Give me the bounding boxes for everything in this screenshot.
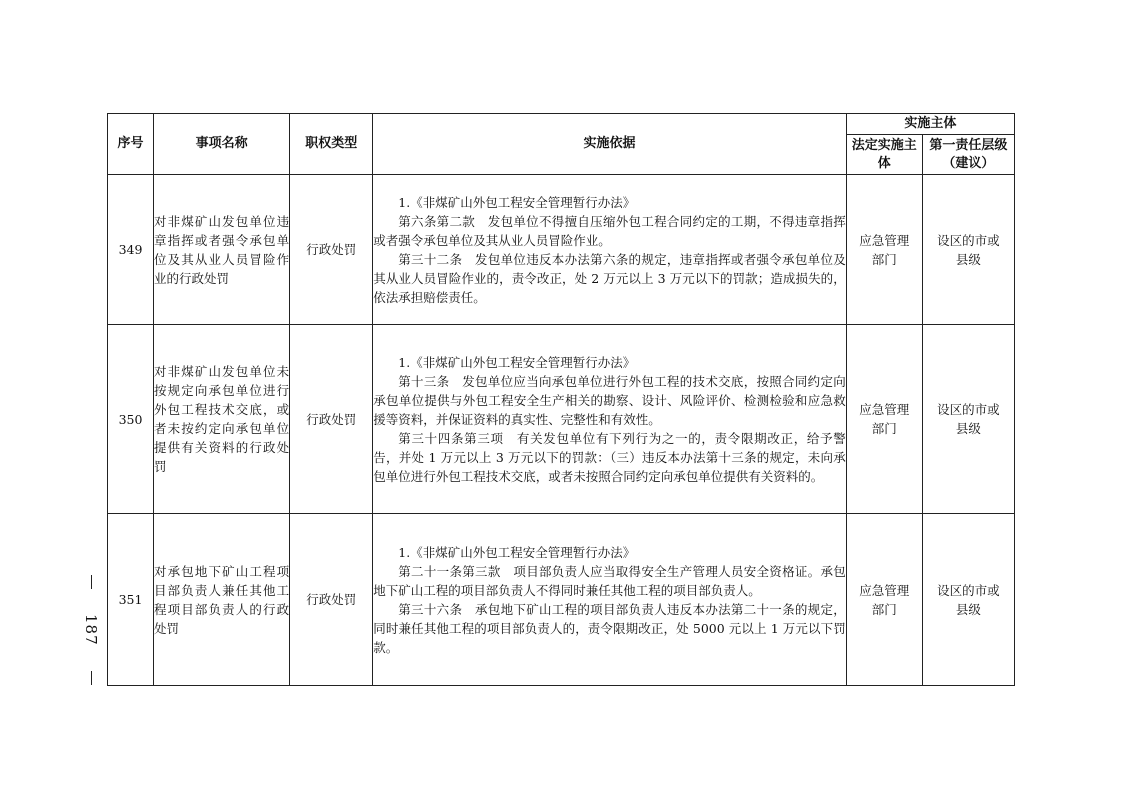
header-subject: 实施主体 — [846, 114, 1014, 135]
authority-table — [107, 113, 1015, 686]
row-type: 行政处罚 — [290, 175, 373, 325]
row-name: 对非煤矿山发包单位未按规定向承包单位进行外包工程技术交底，或者未按约定向承包单位提供有关资料的行政处罚 — [154, 325, 290, 514]
basis-paragraph: 第三十六条 承包地下矿山工程的项目部负责人违反本办法第二十一条的规定，同时兼任其他工程的项目部负责人的，责令限期改正，处 5000 元以上 1 万元以下罚款。 — [373, 601, 846, 655]
header-name: 事项名称 — [154, 114, 290, 175]
row-level: 设区的市或县级 — [922, 514, 1014, 686]
page-number-dash-top — [91, 575, 92, 589]
basis-paragraph: 第二十一条第三款 项目部负责人应当取得安全生产管理人员安全资格证。承包地下矿山工程的项目部负责人不得同时兼任其他工程的项目部负责人。 — [373, 563, 846, 598]
row-dept: 应急管理部门 — [846, 175, 922, 325]
row-no: 349 — [108, 175, 154, 325]
page-number — [78, 575, 104, 685]
row-name: 对承包地下矿山工程项目部负责人兼任其他工程项目部负责人的行政处罚 — [154, 514, 290, 686]
row-type: 行政处罚 — [290, 514, 373, 686]
table-header — [108, 114, 1015, 175]
basis-paragraph: 1.《非煤矿山外包工程安全管理暂行办法》 — [398, 194, 636, 210]
header-legal-subject: 法定实施主体 — [846, 135, 922, 175]
table-row — [108, 325, 1015, 514]
row-basis — [373, 175, 847, 325]
row-name: 对非煤矿山发包单位违章指挥或者强令承包单位及其从业人员冒险作业的行政处罚 — [154, 175, 290, 325]
row-basis — [373, 325, 847, 514]
header-level: 第一责任层级（建议） — [922, 135, 1014, 175]
basis-paragraph: 1.《非煤矿山外包工程安全管理暂行办法》 — [398, 544, 636, 560]
basis-paragraph: 第六条第二款 发包单位不得擅自压缩外包工程合同约定的工期，不得违章指挥或者强令承包单位及其从业人员冒险作业。 — [373, 213, 846, 248]
table-body — [108, 175, 1015, 686]
header-no: 序号 — [108, 114, 154, 175]
page-number-text: 187 — [82, 614, 100, 646]
header-type: 职权类型 — [290, 114, 373, 175]
basis-paragraph: 1.《非煤矿山外包工程安全管理暂行办法》 — [398, 354, 636, 370]
page-number-dash-bottom — [91, 671, 92, 685]
row-type: 行政处罚 — [290, 325, 373, 514]
row-basis — [373, 514, 847, 686]
table-row — [108, 514, 1015, 686]
basis-paragraph: 第三十二条 发包单位违反本办法第六条的规定，违章指挥或者强令承包单位及其从业人员冒险作业的，责令改正，处 2 万元以上 3 万元以下的罚款；造成损失的，依法承担赔偿责任。 — [373, 251, 846, 305]
row-dept: 应急管理部门 — [846, 325, 922, 514]
row-level: 设区的市或县级 — [922, 325, 1014, 514]
row-no: 351 — [108, 514, 154, 686]
row-dept: 应急管理部门 — [846, 514, 922, 686]
basis-paragraph: 第十三条 发包单位应当向承包单位进行外包工程的技术交底，按照合同约定向承包单位提供与外包工程安全生产相关的勘察、设计、风险评价、检测检验和应急救援等资料，并保证资料的真实性、完整性和有效性。 — [373, 373, 846, 427]
table-row — [108, 175, 1015, 325]
header-basis: 实施依据 — [373, 114, 847, 175]
row-level: 设区的市或县级 — [922, 175, 1014, 325]
basis-paragraph: 第三十四条第三项 有关发包单位有下列行为之一的，责令限期改正，给予警告，并处 1 万元以上 3 万元以下的罚款：（三）违反本办法第十三条的规定，未向承包单位进行外包工程技术交底，或者未按照合同约定向承包单位提供有关资料的。 — [373, 430, 846, 484]
row-no: 350 — [108, 325, 154, 514]
